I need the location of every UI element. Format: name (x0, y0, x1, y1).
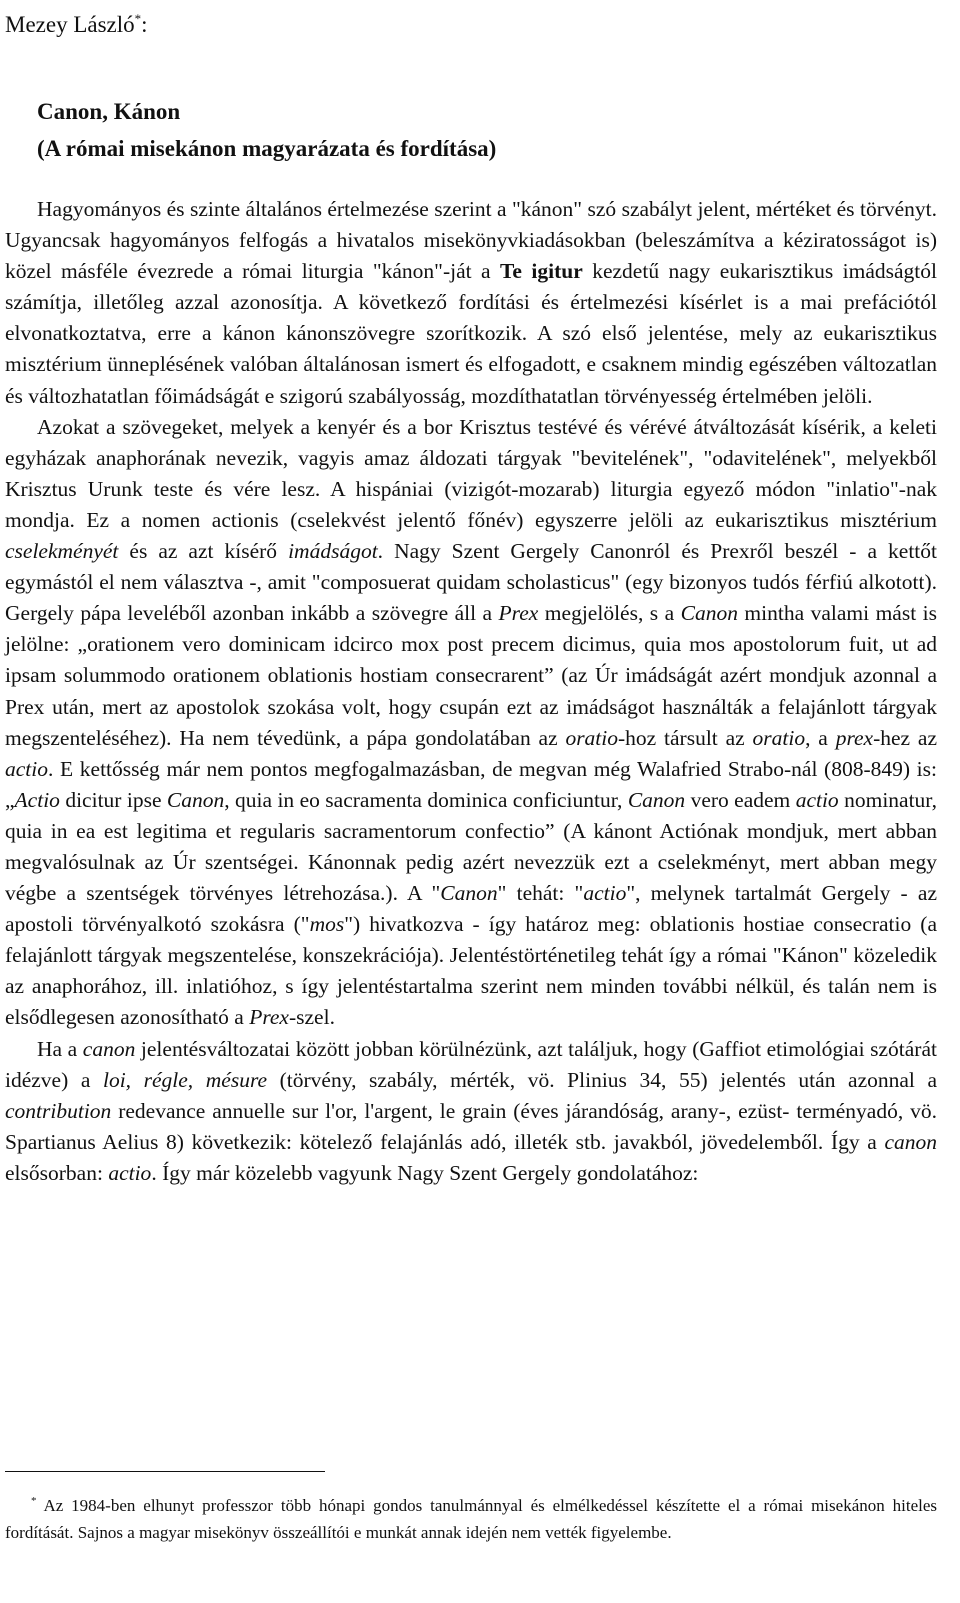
italic-run: mos (309, 912, 345, 937)
text-run: -szel. (288, 1005, 335, 1030)
italic-run: cselekményét (5, 539, 119, 564)
italic-run: Actio (14, 787, 60, 812)
bold-run: Te igitur (500, 259, 583, 284)
footnote-paragraph (5, 1488, 937, 1546)
italic-run: imádságot (288, 539, 378, 564)
italic-run: actio (583, 881, 627, 906)
italic-run: canon (884, 1129, 937, 1154)
italic-run: Canon (440, 881, 498, 906)
paragraph-1 (5, 194, 937, 412)
italic-run: actio (5, 756, 48, 781)
article-body (5, 194, 937, 1189)
italic-run: Canon (627, 787, 686, 812)
text-run: " tehát: " (497, 881, 584, 906)
text-run: jelentésváltozatai között jobban körülnézünk, azt találjuk, hogy (Gaffiot etimológiai szótárát idézve) a (5, 1036, 937, 1092)
italic-run: actio (108, 1160, 152, 1185)
text-run: , quia in eo sacramenta dominica conficiuntur, (224, 787, 628, 812)
author-line (5, 4, 148, 40)
italic-run: oratio (565, 725, 619, 750)
text-run: Azokat a szövegeket, melyek a kenyér és a bor Krisztus testévé és vérévé átváltozását kísérik, a keleti egyházak anaphorának nevezik, vagyis amaz áldozati tárgyak "bevitelének", "odavitelének", melyekből Krisztus Urunk teste és vére lesz. A hispániai (vizigót-mozarab) liturgia egyező módon "inlatio"-nak mondja. Ez a nomen actionis (cselekvést jelentő főnév) egyszerre jelöli az eukarisztikus misztérium (5, 414, 937, 532)
text-run: redevance annuelle sur l'or, l'argent, le grain (éves járandóság, arany-, ezüst- terményadó, vö. Spartianus Aelius 8) következik: kötelező felajánlás adó, illeték stb. javakból, jövedelemből. Így a (5, 1098, 937, 1154)
title-line-1: Canon, Kánon (37, 99, 181, 124)
text-run: mintha valami mást is jelölne: „orationem vero dominicam idcirco mox post precem dicimus, quia mos apostolorum fuit, ut ad ipsam solummodo orationem oblationis hostiam consecrarent” (az Úr imádságát azért mondjuk azonnal a Prex után, mert az apostolok szokása volt, hogy csupán ezt az imádságot használták a felajánlott tárgyak megszenteléséhez). Ha nem tévedünk, a pápa gondolatában az (5, 601, 937, 750)
text-run: kezdetű nagy eukarisztikus imádságtól számítja, illetőleg azzal azonosítja. A következő fordítási és értelmezési kísérlet is a mai prefációtól elvonatkoztatva, erre a kánon kánonszövegre szorítkozik. A szó első jelentése, mely az eukarisztikus misztérium ünneplésének valóban általánosan ismert és elfogadott, e csaknem mindig egészében változatlan és változhatatlan főimádságát e szigorú szabályosság, mozdíthatatlan törvényesség értelmében jelöli. (5, 259, 937, 408)
text-run: (törvény, szabály, mérték, vö. Plinius 34, 55) jelentés után azonnal a (267, 1067, 938, 1092)
italic-run: oratio (752, 725, 806, 750)
text-run: , a (805, 725, 836, 750)
article-title (37, 93, 496, 167)
text-run: ") hivatkozva - így határoz meg: oblationis hostiae consecratio (a felajánlott tárgyak megszentelése, konszekrációja). Jelentéstörténetileg tehát így a római "Kánon" közeledik az anaphorához, ill. inlatióhoz, s így jelentéstartalma szerint nem minden további nélkül, és talán nem is elsődlegesen azonosítható a (5, 912, 937, 1030)
author-suffix: : (141, 12, 148, 37)
paragraph-3 (5, 1034, 937, 1189)
italic-run: Canon (166, 787, 225, 812)
text-run: megjelölés, s a (538, 601, 681, 626)
italic-run: Canon (680, 601, 738, 626)
text-run: Hagyományos és szinte általános értelmezése szerint a "kánon" szó szabályt jelent, mértéket és törvényt. Ugyancsak hagyományos felfogás a hivatalos misekönyvkiadásokban (beleszámítva a kéziratosságot is) közel másféle évezrede a római liturgia "kánon"-ját a (5, 197, 937, 284)
italic-run: Prex (249, 1005, 289, 1030)
text-run: elsősorban: (5, 1160, 109, 1185)
italic-run: actio (795, 787, 839, 812)
italic-run: canon (82, 1036, 136, 1061)
text-run: nominatur, quia in ea est legitima et regularis sacramentorum confectio” (A kánont Actiónak mondjuk, mert abban megvalósulnak az Úr szentségei. Kánonnak pedig azért nevezzük ezt a cselekményt, mert abban megy végbe a szentségek törvényes létrehozása.). A " (5, 787, 937, 906)
footnote (5, 1488, 937, 1546)
text-run: . E kettősség már nem pontos megfogalmazásban, de megvan még Walafried Strabo-nál (808-849) is: „ (5, 756, 937, 812)
text-run: -hez az (873, 725, 937, 750)
text-run: dicitur ipse (59, 787, 167, 812)
text-run: -hoz társult az (618, 725, 753, 750)
title-line-2: (A római misekánon magyarázata és fordítása) (37, 136, 497, 161)
italic-run: contribution (5, 1098, 112, 1123)
text-run: Ha a (37, 1036, 83, 1061)
footnote-text: Az 1984-ben elhunyt professzor több hónapi gondos tanulmánnyal és elmélkedéssel készítette el a római misekánon hiteles fordítását. Sajnos a magyar misekönyv összeállítói e munkát annak idején nem vették figyelembe. (5, 1496, 938, 1542)
text-run: . Így már közelebb vagyunk Nagy Szent Gergely gondolatához: (151, 1160, 699, 1185)
italic-run: prex (835, 725, 874, 750)
text-run: és az azt kísérő (118, 539, 289, 564)
paragraph-2 (5, 412, 937, 1034)
author-footnote-mark: * (134, 11, 142, 26)
italic-run: Prex (498, 601, 539, 626)
author-name: Mezey László (5, 12, 135, 37)
text-run: . Nagy Szent Gergely Canonról és Prexről beszél - a kettőt egymástól el nem választva -, amit "composuerat quidam scholasticus" (egy bizonyos tudós férfiú alkotott). Gergely pápa leveléből azonban inkább a szövegre áll a (5, 539, 937, 626)
text-run: ", melynek tartalmát Gergely - az apostoli törvényalkotó szokásra (" (5, 881, 937, 937)
italic-run: loi, régle, mésure (102, 1067, 268, 1092)
text-run: vero eadem (685, 787, 796, 812)
footnote-divider (5, 1471, 325, 1472)
footnote-mark: * (31, 1495, 37, 1507)
